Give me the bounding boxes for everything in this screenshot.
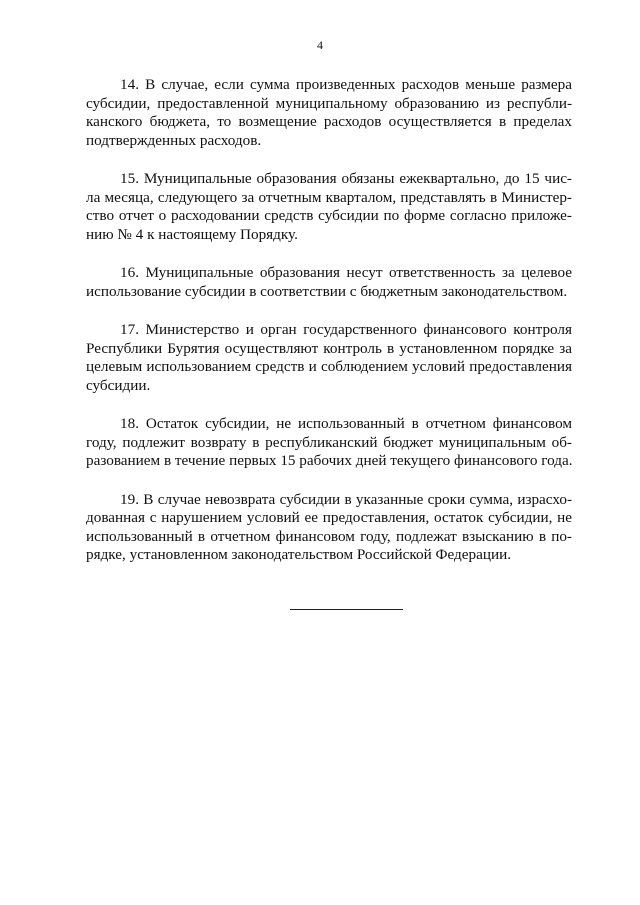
paragraph-line: нию № 4 к настоящему Порядку.	[86, 225, 298, 243]
end-of-document-divider	[290, 609, 403, 610]
paragraph-line: 16. Муниципальные образования несут ответственность за целевое	[120, 264, 572, 281]
paragraph-line: 19. В случае невозврата субсидии в указанные сроки сумма, израсхо-	[120, 490, 572, 508]
paragraph-line: 18. Остаток субсидии, не использованный в отчетном финансовом	[120, 415, 572, 432]
paragraph-18	[86, 415, 572, 471]
paragraph-line: рядке, установленном законодательством Российской Федерации.	[86, 546, 512, 563]
paragraph-line: разованием в течение первых 15 рабочих дней текущего финансового года.	[86, 452, 573, 469]
paragraph-line: подтвержденных расходов.	[86, 131, 262, 149]
paragraph-15	[86, 170, 572, 244]
paragraph-17	[86, 321, 572, 395]
paragraph-line: субсидии.	[86, 376, 151, 394]
document-body	[86, 76, 572, 585]
paragraph-line: 17. Министерство и орган государственного финансового контроля	[120, 321, 572, 338]
paragraph-line: 15. Муниципальные образования обязаны ежеквартально, до 15 чис-	[120, 170, 572, 187]
paragraph-line: субсидии, предоставленной муниципальному образованию из республи-	[86, 94, 572, 112]
paragraph-line: 14. В случае, если сумма произведенных расходов меньше размера	[120, 76, 572, 93]
paragraph-line: использование субсидии в соответствии с бюджетным законодательством.	[86, 282, 568, 300]
paragraph-line: Республики Бурятия осуществляют контроль в установленном порядке за	[86, 339, 572, 357]
paragraph-line: дованная с нарушением условий ее предоставления, остаток субсидии, не	[86, 509, 572, 526]
paragraph-line: году, подлежит возврату в республиканский бюджет муниципальным об-	[86, 433, 572, 451]
paragraph-line: ство отчет о расходовании средств субсидии по форме согласно приложе-	[86, 207, 572, 224]
paragraph-19	[86, 491, 572, 565]
paragraph-line: ла месяца, следующего за отчетным кварталом, представлять в Министер-	[86, 188, 572, 206]
paragraph-line: использованный в отчетном финансовом году, подлежат взысканию в по-	[86, 527, 572, 545]
paragraph-14	[86, 76, 572, 150]
paragraph-line: целевым использованием средств и соблюдением условий предоставления	[86, 358, 572, 375]
paragraph-line: канского бюджета, то возмещение расходов осуществляется в пределах	[86, 113, 572, 130]
page-number: 4	[317, 38, 323, 52]
paragraph-16	[86, 264, 572, 301]
